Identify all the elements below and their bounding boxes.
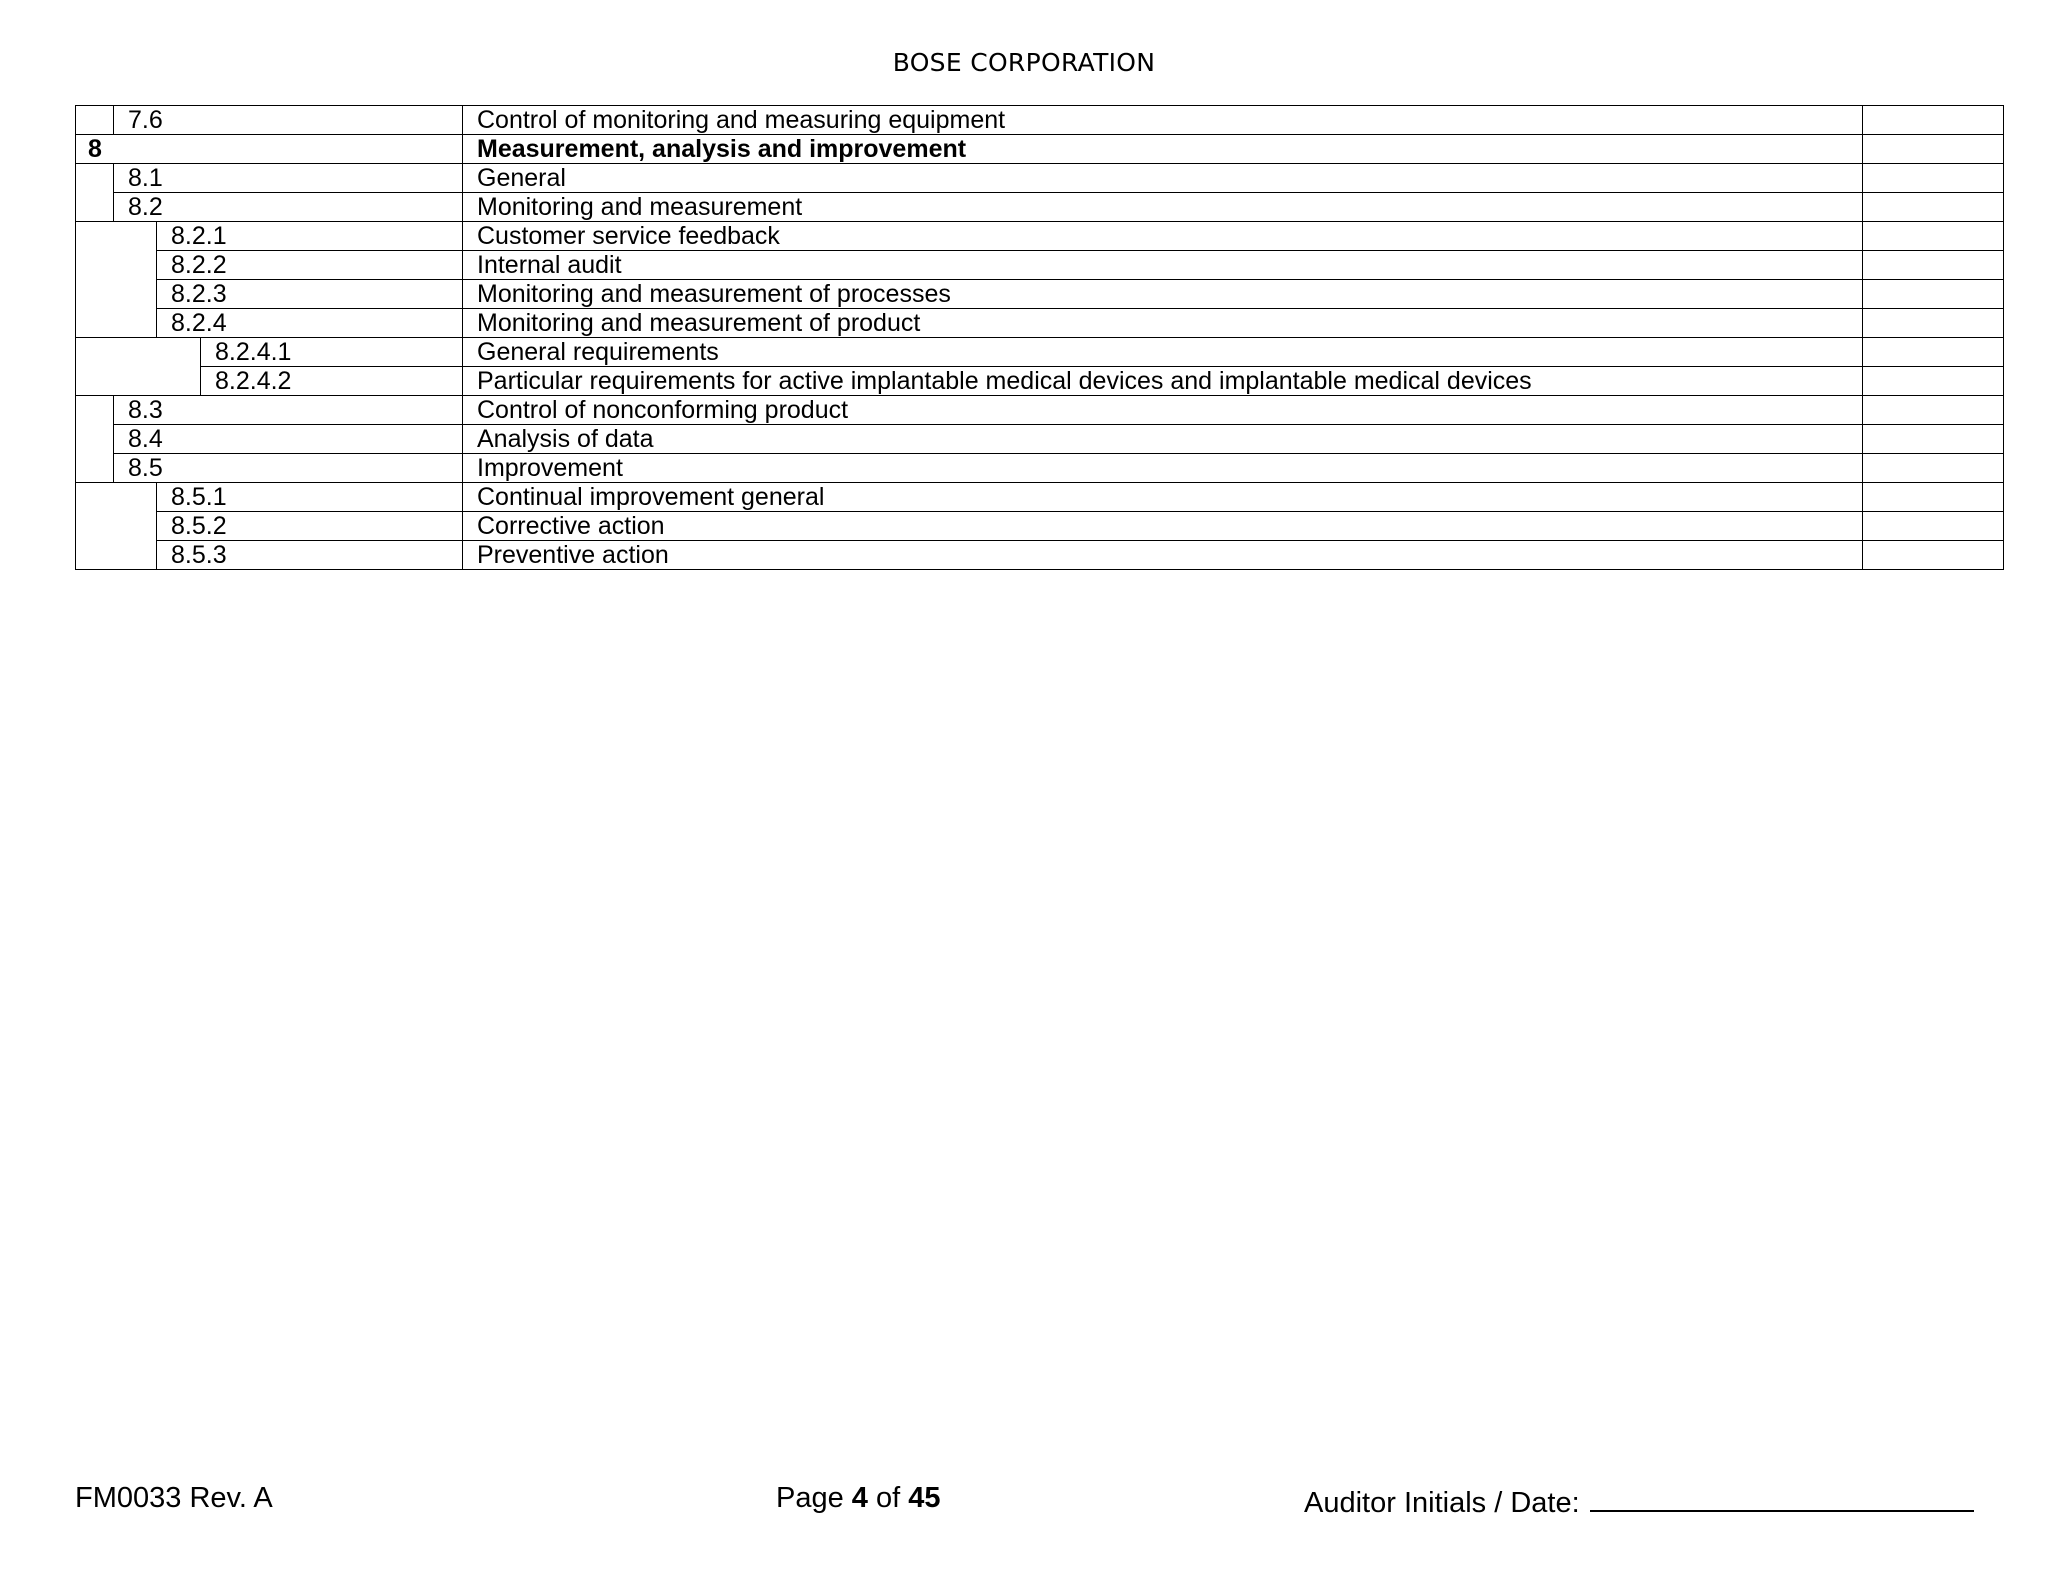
- clause-number: 8: [76, 135, 463, 164]
- clause-number: 8.2.4.1: [201, 338, 463, 367]
- table-row: [76, 512, 2004, 541]
- auditor-check-cell[interactable]: [1863, 541, 2004, 570]
- clause-title: General requirements: [463, 338, 1863, 367]
- clause-number: 8.4: [114, 425, 463, 454]
- clause-number: 8.2.2: [157, 251, 463, 280]
- table-row: [76, 309, 2004, 338]
- auditor-check-cell[interactable]: [1863, 164, 2004, 193]
- indent-cell: [76, 483, 157, 570]
- table-row: [76, 280, 2004, 309]
- page-prefix: Page: [776, 1482, 852, 1514]
- clause-title: Particular requirements for active implantable medical devices and implantable medical devices: [463, 367, 1863, 396]
- page-number: [776, 1482, 941, 1515]
- page-of: of: [867, 1482, 909, 1514]
- table-row: [76, 135, 2004, 164]
- clause-title: Monitoring and measurement of product: [463, 309, 1863, 338]
- clause-number: 8.2.3: [157, 280, 463, 309]
- indent-cell: [76, 106, 114, 135]
- table-row: [76, 193, 2004, 222]
- table-row: [76, 164, 2004, 193]
- clause-number: 8.3: [114, 396, 463, 425]
- page-current: 4: [851, 1482, 868, 1514]
- clause-title: Monitoring and measurement: [463, 193, 1863, 222]
- clause-number: 8.5.2: [157, 512, 463, 541]
- auditor-check-cell[interactable]: [1863, 280, 2004, 309]
- clause-number: 8.2.4: [157, 309, 463, 338]
- clause-number: 8.2.4.2: [201, 367, 463, 396]
- auditor-check-cell[interactable]: [1863, 193, 2004, 222]
- auditor-check-cell[interactable]: [1863, 483, 2004, 512]
- form-id: FM0033 Rev. A: [75, 1482, 273, 1514]
- table-row: [76, 454, 2004, 483]
- table-row: [76, 251, 2004, 280]
- clause-title: Measurement, analysis and improvement: [463, 135, 1863, 164]
- clause-checklist-table: [75, 105, 2004, 570]
- indent-cell: [76, 222, 157, 338]
- clause-title: Customer service feedback: [463, 222, 1863, 251]
- indent-cell: [76, 338, 201, 396]
- indent-cell: [76, 164, 114, 222]
- auditor-check-cell[interactable]: [1863, 222, 2004, 251]
- auditor-signature-line[interactable]: [1590, 1482, 1974, 1512]
- page-total: 45: [908, 1482, 941, 1514]
- clause-number: 8.5: [114, 454, 463, 483]
- auditor-check-cell[interactable]: [1863, 135, 2004, 164]
- clause-title: Continual improvement general: [463, 483, 1863, 512]
- clause-title: Corrective action: [463, 512, 1863, 541]
- clause-number: 8.2.1: [157, 222, 463, 251]
- auditor-check-cell[interactable]: [1863, 309, 2004, 338]
- clause-title: Preventive action: [463, 541, 1863, 570]
- table-row: [76, 338, 2004, 367]
- auditor-label: Auditor Initials / Date:: [1304, 1487, 1580, 1519]
- clause-title: Internal audit: [463, 251, 1863, 280]
- table-row: [76, 222, 2004, 251]
- table-row: [76, 483, 2004, 512]
- clause-number: 7.6: [114, 106, 463, 135]
- auditor-check-cell[interactable]: [1863, 106, 2004, 135]
- clause-number: 8.5.1: [157, 483, 463, 512]
- table-row: [76, 425, 2004, 454]
- auditor-check-cell[interactable]: [1863, 425, 2004, 454]
- clause-number: 8.1: [114, 164, 463, 193]
- document-header-title: BOSE CORPORATION: [892, 48, 1156, 77]
- auditor-signoff: [1304, 1482, 1974, 1520]
- table-row: [76, 396, 2004, 425]
- clause-number: 8.2: [114, 193, 463, 222]
- table-row: [76, 106, 2004, 135]
- clause-title: Improvement: [463, 454, 1863, 483]
- auditor-check-cell[interactable]: [1863, 338, 2004, 367]
- table-row: [76, 541, 2004, 570]
- auditor-check-cell[interactable]: [1863, 512, 2004, 541]
- clause-number: 8.5.3: [157, 541, 463, 570]
- auditor-check-cell[interactable]: [1863, 396, 2004, 425]
- auditor-check-cell[interactable]: [1863, 251, 2004, 280]
- auditor-check-cell[interactable]: [1863, 367, 2004, 396]
- clause-title: Monitoring and measurement of processes: [463, 280, 1863, 309]
- indent-cell: [76, 396, 114, 483]
- auditor-check-cell[interactable]: [1863, 454, 2004, 483]
- clause-title: Analysis of data: [463, 425, 1863, 454]
- table-row: [76, 367, 2004, 396]
- clause-title: Control of nonconforming product: [463, 396, 1863, 425]
- clause-title: General: [463, 164, 1863, 193]
- clause-title: Control of monitoring and measuring equipment: [463, 106, 1863, 135]
